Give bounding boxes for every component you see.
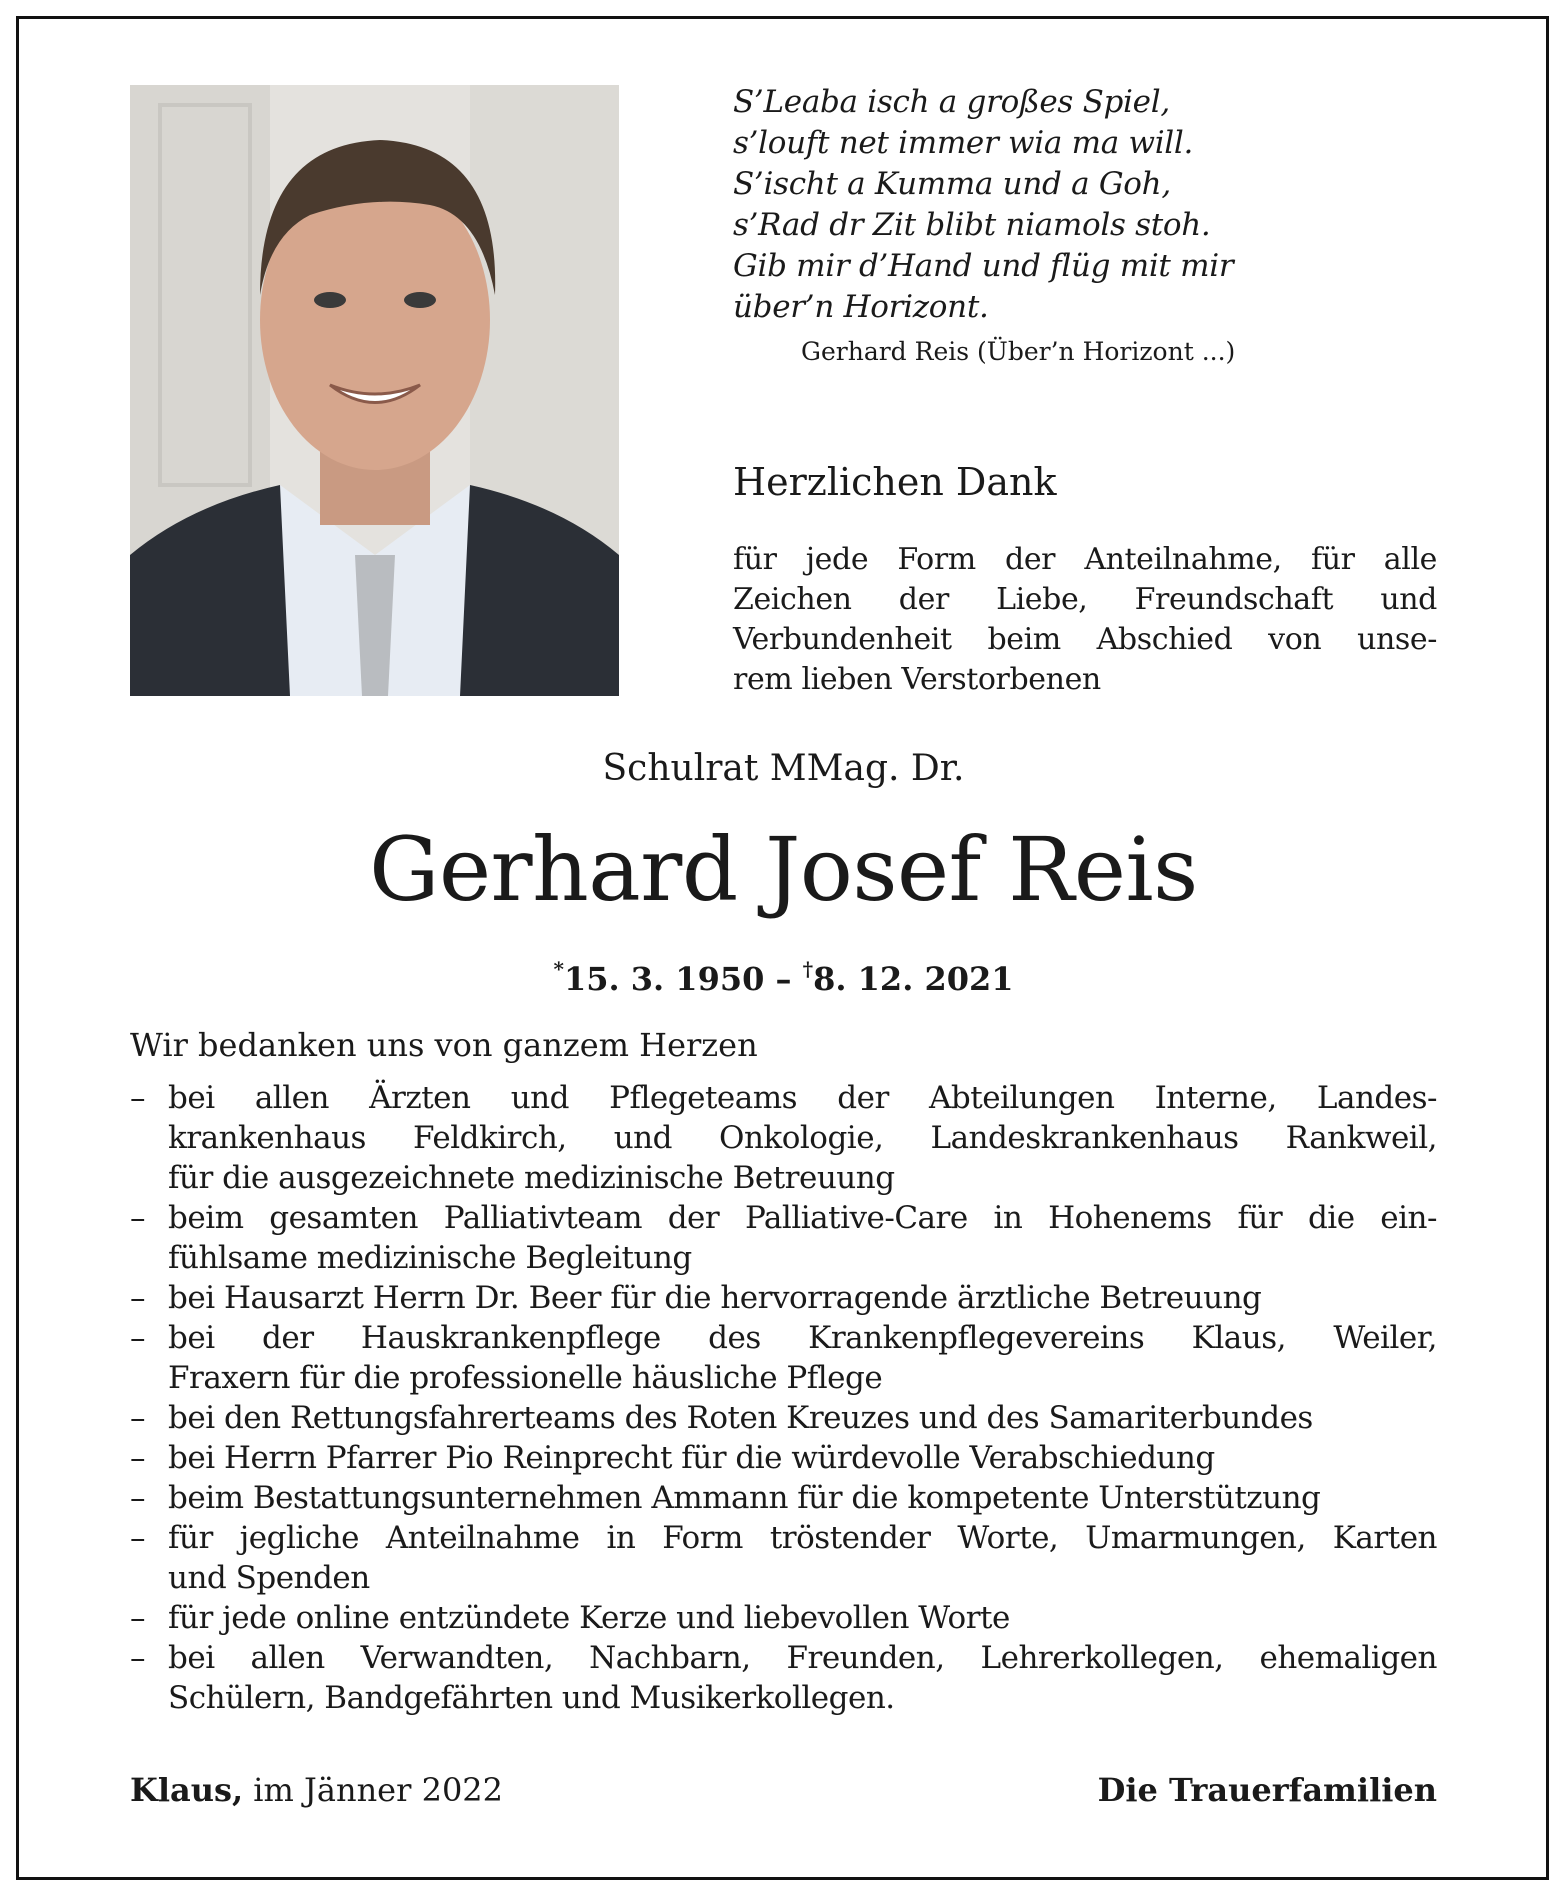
list-item-line: bei den Rettungsfahrerteams des Roten Kreuzes und des Samariterbundes: [168, 1400, 1313, 1436]
list-dash: –: [130, 1440, 146, 1476]
list-item: [130, 1478, 1437, 1518]
thanks-line: Verbundenheit beim Abschied von unse-: [733, 622, 1437, 657]
footer-signature: Die Trauerfamilien: [1097, 1771, 1437, 1809]
list-item-line: bei allen Verwandten, Nachbarn, Freunden, Lehrerkollegen, ehemaligen: [168, 1640, 1437, 1676]
footer-place: Klaus,: [130, 1771, 244, 1809]
list-item-line: fühlsame medizinische Begleitung: [168, 1240, 692, 1276]
list-dash: –: [130, 1600, 146, 1636]
poem-line: S’Leaba isch a großes Spiel,: [733, 84, 1170, 120]
footer-place-date: [130, 1769, 503, 1811]
list-dash: –: [130, 1200, 146, 1236]
list-dash: –: [130, 1280, 146, 1316]
list-item-line: bei allen Ärzten und Pflegeteams der Abteilungen Interne, Landes-: [168, 1080, 1437, 1116]
list-item-line: bei Herrn Pfarrer Pio Reinprecht für die würdevolle Verabschiedung: [168, 1440, 1215, 1476]
footer-date: im Jänner 2022: [243, 1771, 504, 1809]
poem-line: über’n Horizont.: [733, 289, 989, 325]
list-item: [130, 1438, 1437, 1478]
list-dash: –: [130, 1400, 146, 1436]
poem-line: s’louft net immer wia ma will.: [733, 125, 1194, 161]
list-item-line: bei der Hauskrankenpflege des Krankenpflegevereins Klaus, Weiler,: [168, 1320, 1437, 1356]
list-item-line: für die ausgezeichnete medizinische Betreuung: [168, 1160, 895, 1196]
thanks-line: rem lieben Verstorbenen: [733, 662, 1101, 697]
portrait-photo: [130, 85, 619, 696]
list-item-line: beim gesamten Palliativteam der Palliative-Care in Hohenems für die ein-: [168, 1200, 1437, 1236]
list-item-line: krankenhaus Feldkirch, und Onkologie, Landeskrankenhaus Rankweil,: [168, 1120, 1437, 1156]
thanks-text: [733, 540, 1437, 700]
list-dash: –: [130, 1520, 146, 1556]
poem-line: Gib mir d’Hand und flüg mit mir: [733, 248, 1234, 284]
life-dates: [0, 948, 1567, 1000]
list-item-line: und Spenden: [168, 1560, 370, 1596]
list-item-line: Fraxern für die professionelle häusliche Pflege: [168, 1360, 883, 1396]
list-dash: –: [130, 1480, 146, 1516]
list-item: [130, 1638, 1437, 1718]
acknowledgements-intro: Wir bedanken uns von ganzem Herzen: [130, 1026, 758, 1064]
list-item: [130, 1518, 1437, 1598]
list-item-line: beim Bestattungsunternehmen Ammann für die kompetente Unterstützung: [168, 1480, 1321, 1516]
list-item: [130, 1078, 1437, 1198]
list-item: [130, 1198, 1437, 1278]
thanks-line: Zeichen der Liebe, Freundschaft und: [733, 582, 1437, 617]
list-item: [130, 1598, 1437, 1638]
poem-line: S’ischt a Kumma und a Goh,: [733, 166, 1171, 202]
list-dash: –: [130, 1080, 146, 1116]
thanks-heading: Herzlichen Dank: [733, 460, 1057, 504]
list-dash: –: [130, 1320, 146, 1356]
deceased-title: Schulrat MMag. Dr.: [602, 748, 965, 789]
list-dash: –: [130, 1640, 146, 1676]
death-date: 8. 12. 2021: [813, 960, 1014, 998]
list-item-line: für jegliche Anteilnahme in Form tröstender Worte, Umarmungen, Karten: [168, 1520, 1437, 1556]
list-item-line: für jede online entzündete Kerze und liebevollen Worte: [168, 1600, 1010, 1636]
birth-date: 15. 3. 1950: [563, 960, 765, 998]
list-item: [130, 1278, 1437, 1318]
birth-symbol: *: [553, 957, 564, 981]
list-item: [130, 1398, 1437, 1438]
death-symbol: †: [802, 957, 814, 981]
poem: [733, 82, 1453, 328]
deceased-name: Gerhard Josef Reis: [369, 818, 1198, 921]
list-item-line: bei Hausarzt Herrn Dr. Beer für die hervorragende ärztliche Betreuung: [168, 1280, 1262, 1316]
thanks-line: für jede Form der Anteilnahme, für alle: [733, 542, 1437, 577]
list-item: [130, 1318, 1437, 1398]
poem-credit: Gerhard Reis (Über’n Horizont ...): [801, 337, 1236, 366]
poem-line: s’Rad dr Zit blibt niamols stoh.: [733, 207, 1211, 243]
acknowledgements-list: [130, 1078, 1437, 1718]
date-separator: –: [764, 960, 803, 998]
list-item-line: Schülern, Bandgefährten und Musikerkollegen.: [168, 1680, 895, 1716]
